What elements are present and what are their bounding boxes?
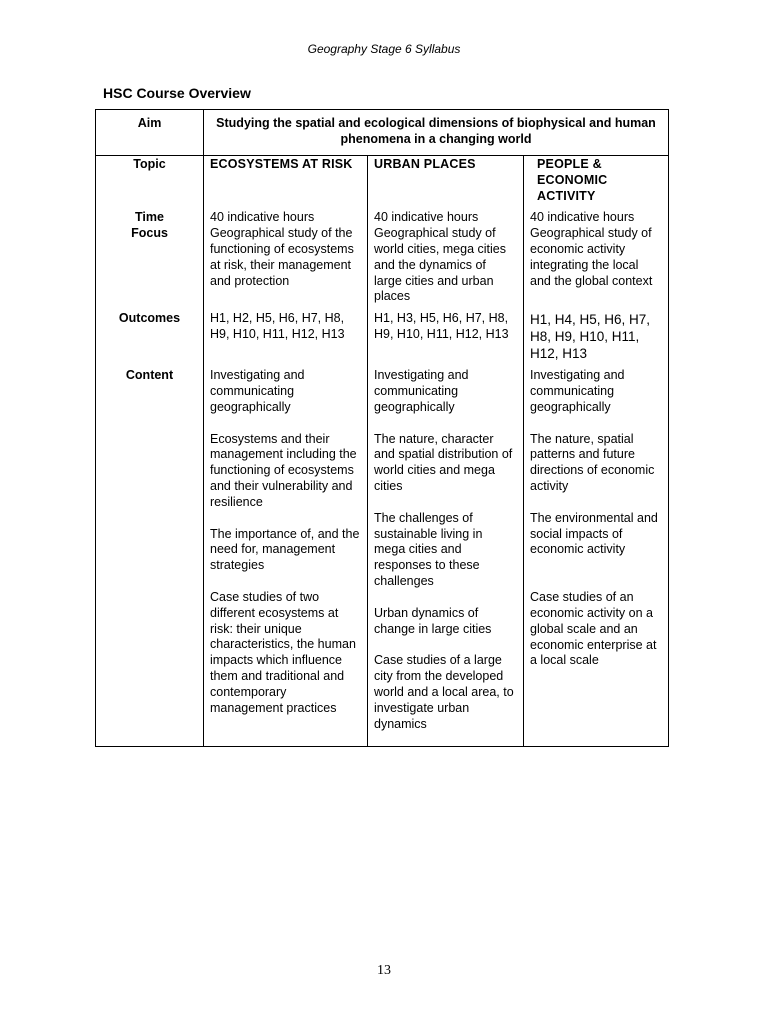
outcomes-value: H1, H2, H5, H6, H7, H8, H9, H10, H11, H12, H13: [204, 311, 368, 362]
outcomes-value: H1, H4, H5, H6, H7, H8, H9, H10, H11, H12, H13: [524, 311, 669, 362]
focus-row: [96, 226, 669, 305]
aim-text: Studying the spatial and ecological dimensions of biophysical and human phenomena in a changing world: [204, 110, 669, 156]
content-paragraph: The environmental and social impacts of economic activity: [530, 510, 658, 557]
aim-label: Aim: [96, 110, 204, 156]
content-paragraph: Investigating and communicating geographically: [210, 368, 305, 414]
time-row: [96, 210, 669, 226]
outcomes-row: [96, 311, 669, 362]
topic-urban-places: URBAN PLACES: [368, 156, 524, 205]
aim-row: [96, 110, 669, 156]
content-column-economic: [524, 368, 669, 747]
content-paragraph: The importance of, and the need for, management strategies: [210, 526, 360, 573]
topic-people-economic: PEOPLE & ECONOMIC ACTIVITY: [524, 156, 669, 205]
course-overview-table: [95, 109, 669, 747]
time-value: 40 indicative hours: [524, 210, 669, 226]
content-paragraph: The nature, character and spatial distribution of world cities and mega cities: [374, 431, 513, 493]
focus-value: Geographical study of the functioning of ecosystems at risk, their management and protection: [204, 226, 368, 305]
content-paragraph: Ecosystems and their management including the functioning of ecosystems and their vulnerability and resilience: [210, 431, 357, 509]
content-row: [96, 368, 669, 747]
topic-row: [96, 156, 669, 205]
topic-ecosystems: ECOSYSTEMS AT RISK: [204, 156, 368, 205]
content-paragraph: Case studies of two different ecosystems at risk: their unique characteristics, the human impacts which influence them and traditional and contemporary management practices: [210, 589, 356, 715]
focus-value: Geographical study of economic activity integrating the local and the global context: [524, 226, 669, 305]
content-paragraph: Urban dynamics of change in large cities: [374, 605, 492, 636]
content-paragraph: Case studies of a large city from the developed world and a local area, to investigate urban dynamics: [374, 653, 514, 731]
focus-value: Geographical study of world cities, mega cities and the dynamics of large cities and urban places: [368, 226, 524, 305]
content-paragraph: The nature, spatial patterns and future directions of economic activity: [530, 431, 655, 493]
content-paragraph: Investigating and communicating geographically: [374, 368, 469, 414]
outcomes-value: H1, H3, H5, H6, H7, H8, H9, H10, H11, H12, H13: [368, 311, 524, 362]
content-column-urban: [368, 368, 524, 747]
content-paragraph: Case studies of an economic activity on a global scale and an economic enterprise at a local scale: [530, 590, 657, 668]
outcomes-label: Outcomes: [96, 311, 204, 362]
content-column-ecosystems: [204, 368, 368, 747]
time-value: 40 indicative hours: [368, 210, 524, 226]
page-number: 13: [377, 963, 391, 978]
running-header: Geography Stage 6 Syllabus: [307, 42, 461, 56]
content-label: Content: [96, 368, 204, 747]
time-label: Time: [96, 210, 204, 226]
topic-label: Topic: [96, 156, 204, 205]
focus-label: Focus: [96, 226, 204, 305]
content-paragraph: Investigating and communicating geographically: [530, 368, 625, 414]
content-paragraph: The challenges of sustainable living in mega cities and responses to these challenges: [374, 510, 483, 588]
section-title: HSC Course Overview: [103, 85, 251, 101]
time-value: 40 indicative hours: [204, 210, 368, 226]
